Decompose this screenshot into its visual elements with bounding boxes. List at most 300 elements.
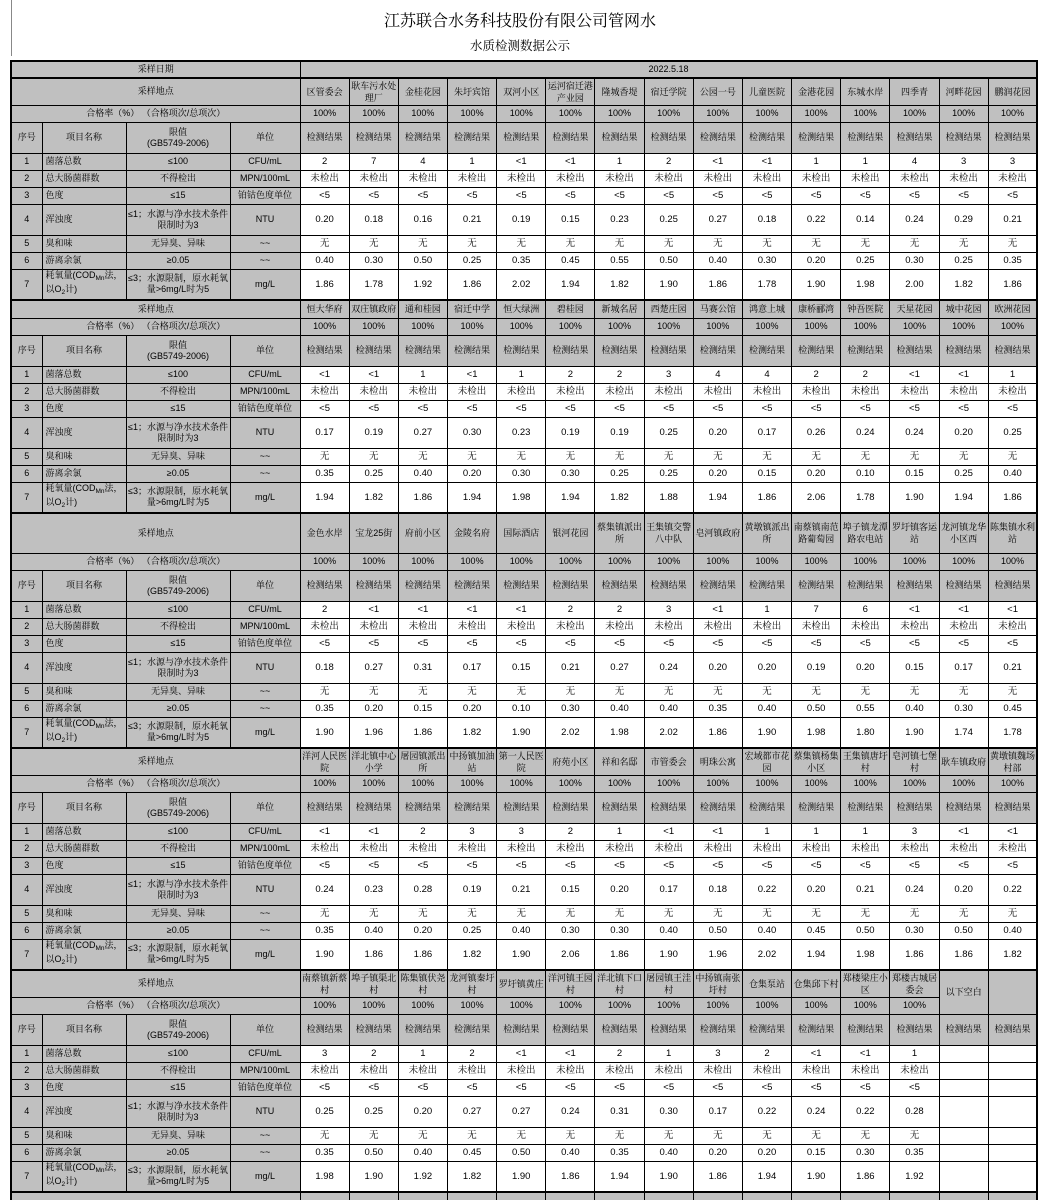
limit-header-line: 限值 bbox=[168, 1018, 187, 1029]
result-cell: 0.20 bbox=[693, 417, 742, 448]
location-cell: 府苑小区 bbox=[546, 748, 595, 775]
location-cell: 南蔡镇南范路葡萄园 bbox=[792, 513, 841, 553]
result-cell: 0.29 bbox=[939, 204, 988, 235]
item-limit-cell: ≤1；水源与净水技术条件限制时为3 bbox=[126, 417, 230, 448]
result-cell: 0.21 bbox=[546, 652, 595, 683]
result-cell: 无 bbox=[546, 235, 595, 252]
date-label-cell: 采样日期 bbox=[11, 61, 300, 78]
result-cell: 0.45 bbox=[546, 252, 595, 269]
location-cell: 仓集泵站 bbox=[742, 970, 791, 997]
result-cell: 0.24 bbox=[546, 1096, 595, 1127]
item-name-sub: Mn bbox=[95, 488, 105, 496]
item-name-cell: 臭和味 bbox=[42, 448, 126, 465]
item-name-cell: 浑浊度 bbox=[42, 204, 126, 235]
item-no-cell: 4 bbox=[11, 652, 42, 683]
item-limit-cell: 无异臭、异味 bbox=[126, 683, 230, 700]
result-cell: <1 bbox=[841, 1045, 890, 1062]
result-cell: <5 bbox=[300, 187, 349, 204]
limit-header-line: (GB5749-2006) bbox=[146, 1029, 210, 1040]
result-cell: 1.90 bbox=[644, 939, 693, 970]
result-cell: 0.30 bbox=[742, 252, 791, 269]
pass-rate-cell: 100% bbox=[890, 105, 939, 122]
result-cell: 无 bbox=[890, 683, 939, 700]
result-cell: <1 bbox=[939, 366, 988, 383]
result-cell: 1.94 bbox=[546, 269, 595, 300]
result-cell: 0.40 bbox=[398, 465, 447, 482]
result-cell: <1 bbox=[497, 153, 546, 170]
result-cell: <5 bbox=[497, 635, 546, 652]
result-cell: 无 bbox=[890, 1127, 939, 1144]
result-cell: 0.25 bbox=[988, 417, 1037, 448]
result-cell: 无 bbox=[644, 905, 693, 922]
result-cell: 未检出 bbox=[644, 840, 693, 857]
location-cell bbox=[742, 1192, 791, 1200]
result-cell: <5 bbox=[644, 187, 693, 204]
result-cell: 0.50 bbox=[939, 922, 988, 939]
result-cell: 0.22 bbox=[742, 874, 791, 905]
location-cell: 皂河镇七堡村 bbox=[890, 748, 939, 775]
result-cell bbox=[939, 1079, 988, 1096]
location-cell: 洋河镇王园村 bbox=[546, 970, 595, 997]
result-cell: 0.45 bbox=[447, 1144, 496, 1161]
location-cell: 欧洲花园 bbox=[988, 300, 1037, 318]
result-cell bbox=[988, 1079, 1037, 1096]
location-cell: 公园一号 bbox=[693, 78, 742, 105]
pass-rate-label-cell: 合格率（%） （合格项次/总项次） bbox=[11, 318, 300, 335]
result-header-cell: 检测结果 bbox=[693, 122, 742, 153]
result-cell: 0.22 bbox=[841, 1096, 890, 1127]
result-cell: 无 bbox=[841, 235, 890, 252]
result-cell: 0.25 bbox=[349, 1096, 398, 1127]
result-cell: 0.40 bbox=[398, 1144, 447, 1161]
limit-header-line: (GB5749-2006) bbox=[146, 350, 210, 361]
result-cell: 1.86 bbox=[988, 269, 1037, 300]
result-cell: 0.24 bbox=[300, 874, 349, 905]
item-limit-cell: ≤1；水源与净水技术条件限制时为3 bbox=[126, 204, 230, 235]
pass-rate-label-cell: 合格率（%） （合格项次/总项次） bbox=[11, 997, 300, 1014]
result-cell: <5 bbox=[841, 187, 890, 204]
location-cell: 第一人民医院 bbox=[497, 748, 546, 775]
item-limit-cell: ≤15 bbox=[126, 1079, 230, 1096]
result-cell: <5 bbox=[841, 857, 890, 874]
result-header-cell: 检测结果 bbox=[644, 122, 693, 153]
pass-rate-cell: 100% bbox=[447, 997, 496, 1014]
location-cell: 蔡集镇杨集小区 bbox=[792, 748, 841, 775]
result-header-cell: 检测结果 bbox=[644, 335, 693, 366]
result-cell: 1.94 bbox=[300, 482, 349, 513]
result-cell: 0.40 bbox=[644, 1144, 693, 1161]
pass-rate-cell: 100% bbox=[988, 553, 1037, 570]
result-cell: 无 bbox=[742, 683, 791, 700]
location-cell: 恒大华府 bbox=[300, 300, 349, 318]
item-name-cell: 游离余氯 bbox=[42, 922, 126, 939]
result-cell: <5 bbox=[546, 635, 595, 652]
pass-rate-cell: 100% bbox=[742, 997, 791, 1014]
item-name-text: 法，以O bbox=[45, 1162, 123, 1187]
location-cell bbox=[447, 1192, 496, 1200]
result-cell: 0.19 bbox=[447, 874, 496, 905]
result-cell: <5 bbox=[300, 857, 349, 874]
result-header-cell: 检测结果 bbox=[742, 570, 791, 601]
result-cell: 无 bbox=[447, 448, 496, 465]
item-unit-cell: MPN/100mL bbox=[230, 1062, 300, 1079]
result-cell: <5 bbox=[841, 400, 890, 417]
result-header-cell: 检测结果 bbox=[349, 122, 398, 153]
result-cell bbox=[939, 1045, 988, 1062]
result-cell: 2 bbox=[349, 1045, 398, 1062]
result-cell: 未检出 bbox=[497, 618, 546, 635]
result-cell: 未检出 bbox=[693, 170, 742, 187]
location-cell: 金色水岸 bbox=[300, 513, 349, 553]
location-cell: 金港花园 bbox=[792, 78, 841, 105]
result-cell: 1 bbox=[742, 823, 791, 840]
item-limit-cell: ≥0.05 bbox=[126, 1144, 230, 1161]
location-cell: 宿迁学院 bbox=[644, 78, 693, 105]
result-cell: 未检出 bbox=[742, 383, 791, 400]
pass-rate-cell: 100% bbox=[546, 318, 595, 335]
result-cell: 未检出 bbox=[497, 383, 546, 400]
result-cell: <5 bbox=[742, 635, 791, 652]
item-name-cell bbox=[42, 717, 126, 748]
location-cell: 王集镇唐圩村 bbox=[841, 748, 890, 775]
col-header-item: 项目名称 bbox=[42, 570, 126, 601]
result-cell: 1.92 bbox=[398, 269, 447, 300]
item-no-cell: 4 bbox=[11, 204, 42, 235]
location-label-cell: 采样地点 bbox=[11, 748, 300, 775]
pass-rate-cell: 100% bbox=[398, 775, 447, 792]
item-name-cell: 臭和味 bbox=[42, 905, 126, 922]
page-title: 江苏联合水务科技股份有限公司管网水 bbox=[383, 13, 656, 30]
result-cell: 0.55 bbox=[595, 252, 644, 269]
result-cell: 无 bbox=[595, 905, 644, 922]
result-cell: 1.90 bbox=[890, 717, 939, 748]
result-cell: <5 bbox=[792, 635, 841, 652]
location-cell: 郑楼梁庄小区 bbox=[841, 970, 890, 997]
result-cell: 未检出 bbox=[890, 170, 939, 187]
item-limit-cell: ≤15 bbox=[126, 187, 230, 204]
result-cell: <5 bbox=[595, 400, 644, 417]
item-no-cell: 5 bbox=[11, 905, 42, 922]
result-header-cell: 检测结果 bbox=[644, 1014, 693, 1045]
result-cell: 1.98 bbox=[595, 717, 644, 748]
result-cell: <1 bbox=[447, 366, 496, 383]
result-cell: 无 bbox=[300, 905, 349, 922]
location-cell: 天星花园 bbox=[890, 300, 939, 318]
col-header-unit: 单位 bbox=[230, 792, 300, 823]
page-subtitle: 水质检测数据公示 bbox=[469, 39, 570, 53]
result-cell: 2.06 bbox=[546, 939, 595, 970]
result-cell: 无 bbox=[644, 448, 693, 465]
item-no-cell: 5 bbox=[11, 448, 42, 465]
result-cell: <1 bbox=[939, 823, 988, 840]
item-no-cell: 7 bbox=[11, 939, 42, 970]
result-cell: 1.88 bbox=[644, 482, 693, 513]
result-header-cell: 检测结果 bbox=[595, 335, 644, 366]
result-cell: 未检出 bbox=[644, 383, 693, 400]
item-limit-cell: ≥0.05 bbox=[126, 465, 230, 482]
pass-rate-cell: 100% bbox=[792, 775, 841, 792]
result-cell: 0.40 bbox=[497, 922, 546, 939]
item-unit-cell: mg/L bbox=[230, 939, 300, 970]
pass-rate-cell: 100% bbox=[841, 105, 890, 122]
result-cell: <5 bbox=[988, 857, 1037, 874]
result-header-cell: 检测结果 bbox=[398, 792, 447, 823]
pass-rate-cell: 100% bbox=[398, 997, 447, 1014]
result-cell: <5 bbox=[349, 857, 398, 874]
pass-rate-cell: 100% bbox=[644, 775, 693, 792]
result-cell: 3 bbox=[300, 1045, 349, 1062]
result-cell: 0.27 bbox=[497, 1096, 546, 1127]
pass-rate-cell: 100% bbox=[595, 553, 644, 570]
result-cell: 0.30 bbox=[644, 1096, 693, 1127]
item-no-cell: 1 bbox=[11, 601, 42, 618]
pass-rate-cell: 100% bbox=[841, 318, 890, 335]
location-cell bbox=[398, 1192, 447, 1200]
location-cell: 国际酒店 bbox=[497, 513, 546, 553]
result-cell: 未检出 bbox=[447, 1062, 496, 1079]
pass-rate-label-cell: 合格率（%） （合格项次/总项次） bbox=[11, 553, 300, 570]
result-header-cell: 检测结果 bbox=[300, 792, 349, 823]
result-cell: 未检出 bbox=[398, 840, 447, 857]
result-cell: <1 bbox=[693, 601, 742, 618]
result-cell: 1.96 bbox=[693, 939, 742, 970]
result-cell: 0.15 bbox=[890, 652, 939, 683]
result-cell: 未检出 bbox=[792, 840, 841, 857]
result-cell: 1.90 bbox=[644, 269, 693, 300]
item-name-text: 耗氧量(COD bbox=[45, 940, 96, 951]
result-cell: 1 bbox=[742, 601, 791, 618]
result-cell: 无 bbox=[595, 1127, 644, 1144]
item-no-cell: 6 bbox=[11, 922, 42, 939]
location-cell: 明珠公寓 bbox=[693, 748, 742, 775]
result-cell: 1 bbox=[792, 153, 841, 170]
result-cell: 0.20 bbox=[792, 465, 841, 482]
result-cell: <5 bbox=[939, 187, 988, 204]
result-header-cell: 检测结果 bbox=[497, 1014, 546, 1045]
item-limit-cell: 不得检出 bbox=[126, 383, 230, 400]
result-cell: 无 bbox=[742, 1127, 791, 1144]
item-name-text: 法，以O bbox=[45, 940, 123, 965]
result-cell: <1 bbox=[300, 823, 349, 840]
result-header-cell: 检测结果 bbox=[398, 570, 447, 601]
result-cell: 无 bbox=[546, 683, 595, 700]
location-cell bbox=[300, 1192, 349, 1200]
result-cell: 无 bbox=[988, 235, 1037, 252]
result-cell: <5 bbox=[792, 187, 841, 204]
pass-rate-cell: 100% bbox=[546, 775, 595, 792]
result-cell: 3 bbox=[939, 153, 988, 170]
pass-rate-cell: 100% bbox=[693, 318, 742, 335]
result-cell: <5 bbox=[349, 1079, 398, 1096]
item-name-sub: Mn bbox=[95, 723, 105, 731]
result-cell: 未检出 bbox=[398, 383, 447, 400]
pass-rate-cell: 100% bbox=[890, 553, 939, 570]
pass-rate-cell: 100% bbox=[693, 553, 742, 570]
result-cell: 未检出 bbox=[497, 840, 546, 857]
col-header-unit: 单位 bbox=[230, 122, 300, 153]
item-no-cell: 3 bbox=[11, 635, 42, 652]
result-cell: 未检出 bbox=[595, 840, 644, 857]
result-header-cell: 检测结果 bbox=[546, 1014, 595, 1045]
item-name-cell: 总大肠菌群数 bbox=[42, 618, 126, 635]
result-header-cell: 检测结果 bbox=[890, 1014, 939, 1045]
result-cell: <5 bbox=[595, 857, 644, 874]
result-header-cell: 检测结果 bbox=[497, 792, 546, 823]
result-header-cell: 检测结果 bbox=[398, 122, 447, 153]
result-cell: 无 bbox=[644, 1127, 693, 1144]
pass-rate-cell: 100% bbox=[595, 997, 644, 1014]
date-value-cell: 2022.5.18 bbox=[300, 61, 1037, 78]
result-cell: 0.19 bbox=[349, 417, 398, 448]
result-cell bbox=[988, 1096, 1037, 1127]
result-cell: 0.50 bbox=[792, 700, 841, 717]
result-cell: 未检出 bbox=[890, 1062, 939, 1079]
result-cell: 0.24 bbox=[841, 417, 890, 448]
result-cell: <1 bbox=[693, 823, 742, 840]
result-cell: 1 bbox=[988, 366, 1037, 383]
result-cell: 0.35 bbox=[300, 465, 349, 482]
result-cell: 0.22 bbox=[792, 204, 841, 235]
pass-rate-cell: 100% bbox=[939, 553, 988, 570]
item-name-text: 法，以O bbox=[45, 718, 123, 743]
result-cell: 0.15 bbox=[497, 652, 546, 683]
result-cell: 未检出 bbox=[546, 840, 595, 857]
result-cell: 无 bbox=[841, 448, 890, 465]
result-cell: 未检出 bbox=[595, 618, 644, 635]
item-no-cell: 7 bbox=[11, 269, 42, 300]
result-cell: <1 bbox=[497, 1045, 546, 1062]
result-cell: 0.30 bbox=[546, 700, 595, 717]
result-cell: 0.40 bbox=[742, 922, 791, 939]
result-cell: 4 bbox=[693, 366, 742, 383]
result-cell: 1.86 bbox=[300, 269, 349, 300]
result-cell: 0.21 bbox=[447, 204, 496, 235]
result-cell: <5 bbox=[742, 1079, 791, 1096]
result-cell: 2 bbox=[300, 601, 349, 618]
pass-rate-cell: 100% bbox=[300, 775, 349, 792]
item-name-text: 耗氧量(COD bbox=[45, 483, 96, 494]
result-cell: 0.21 bbox=[841, 874, 890, 905]
result-cell: <5 bbox=[398, 187, 447, 204]
result-cell: 3 bbox=[644, 601, 693, 618]
result-cell: 未检出 bbox=[349, 618, 398, 635]
result-cell: 0.30 bbox=[595, 922, 644, 939]
item-name-cell bbox=[42, 482, 126, 513]
item-unit-cell: NTU bbox=[230, 874, 300, 905]
pass-rate-cell: 100% bbox=[497, 775, 546, 792]
item-name-cell: 色度 bbox=[42, 187, 126, 204]
pass-rate-cell: 100% bbox=[939, 775, 988, 792]
item-name-sub: 2 bbox=[61, 1181, 66, 1189]
result-cell: <1 bbox=[546, 1045, 595, 1062]
result-cell: 1.98 bbox=[841, 939, 890, 970]
location-cell: 洋北镇下口村 bbox=[595, 970, 644, 997]
item-name-text: 计) bbox=[65, 1176, 78, 1187]
result-cell: 1.78 bbox=[988, 717, 1037, 748]
result-header-cell: 检测结果 bbox=[742, 792, 791, 823]
result-cell: 未检出 bbox=[939, 170, 988, 187]
location-cell: 祥和名邸 bbox=[595, 748, 644, 775]
location-label-cell: 采样地点 bbox=[11, 513, 300, 553]
item-limit-cell: ≤100 bbox=[126, 366, 230, 383]
result-cell: 0.21 bbox=[497, 874, 546, 905]
location-cell: 金桂花园 bbox=[398, 78, 447, 105]
item-no-cell: 3 bbox=[11, 1079, 42, 1096]
result-cell: 无 bbox=[497, 235, 546, 252]
location-cell: 宿迁中学 bbox=[447, 300, 496, 318]
result-cell: 1 bbox=[447, 153, 496, 170]
result-cell bbox=[988, 1045, 1037, 1062]
result-cell: 0.35 bbox=[300, 922, 349, 939]
result-cell: 0.25 bbox=[841, 252, 890, 269]
item-no-cell: 2 bbox=[11, 618, 42, 635]
result-cell: 无 bbox=[988, 683, 1037, 700]
item-name-cell bbox=[42, 939, 126, 970]
result-cell: 2 bbox=[546, 601, 595, 618]
result-cell: <5 bbox=[890, 187, 939, 204]
result-header-cell: 检测结果 bbox=[447, 335, 496, 366]
result-cell: 0.26 bbox=[792, 417, 841, 448]
result-cell: 未检出 bbox=[300, 170, 349, 187]
item-name-cell: 色度 bbox=[42, 857, 126, 874]
result-cell: 0.20 bbox=[693, 1144, 742, 1161]
limit-header-line: (GB5749-2006) bbox=[146, 807, 210, 818]
result-cell: 无 bbox=[497, 683, 546, 700]
result-cell: <1 bbox=[988, 601, 1037, 618]
result-header-cell: 检测结果 bbox=[939, 570, 988, 601]
result-cell: 0.45 bbox=[988, 700, 1037, 717]
location-cell: 王集镇交警八中队 bbox=[644, 513, 693, 553]
result-header-cell: 检测结果 bbox=[300, 335, 349, 366]
result-cell: 无 bbox=[349, 905, 398, 922]
result-cell: 无 bbox=[497, 448, 546, 465]
pass-rate-cell: 100% bbox=[644, 553, 693, 570]
col-header-unit: 单位 bbox=[230, 1014, 300, 1045]
result-cell: <1 bbox=[890, 601, 939, 618]
item-no-cell: 7 bbox=[11, 1161, 42, 1192]
result-header-cell: 检测结果 bbox=[595, 570, 644, 601]
result-cell: 0.18 bbox=[693, 874, 742, 905]
item-limit-cell: ≤3；水源限制，原水耗氧量>6mg/L时为5 bbox=[126, 1161, 230, 1192]
result-header-cell: 检测结果 bbox=[988, 335, 1037, 366]
item-limit-cell: 不得检出 bbox=[126, 1062, 230, 1079]
result-cell: <5 bbox=[988, 400, 1037, 417]
result-header-cell: 检测结果 bbox=[792, 570, 841, 601]
result-cell: 无 bbox=[349, 1127, 398, 1144]
item-limit-cell: ≥0.05 bbox=[126, 252, 230, 269]
pass-rate-cell: 100% bbox=[300, 553, 349, 570]
result-cell: 未检出 bbox=[644, 618, 693, 635]
location-cell bbox=[644, 1192, 693, 1200]
col-header-item: 项目名称 bbox=[42, 335, 126, 366]
item-name-cell: 游离余氯 bbox=[42, 252, 126, 269]
item-limit-cell: ≤100 bbox=[126, 1045, 230, 1062]
result-cell: 0.40 bbox=[988, 465, 1037, 482]
limit-header-line: (GB5749-2006) bbox=[146, 585, 210, 596]
result-cell: 无 bbox=[939, 683, 988, 700]
col-header-limit bbox=[126, 1014, 230, 1045]
item-name-cell: 总大肠菌群数 bbox=[42, 840, 126, 857]
location-cell: 鸿意上城 bbox=[742, 300, 791, 318]
location-cell: 碧桂园 bbox=[546, 300, 595, 318]
result-cell: 0.25 bbox=[939, 252, 988, 269]
result-cell: 1.82 bbox=[595, 269, 644, 300]
result-header-cell: 检测结果 bbox=[447, 1014, 496, 1045]
result-cell: 0.20 bbox=[300, 204, 349, 235]
location-cell: 龙河镇龙华小区西 bbox=[939, 513, 988, 553]
location-cell bbox=[890, 1192, 939, 1200]
result-cell: 未检出 bbox=[546, 1062, 595, 1079]
